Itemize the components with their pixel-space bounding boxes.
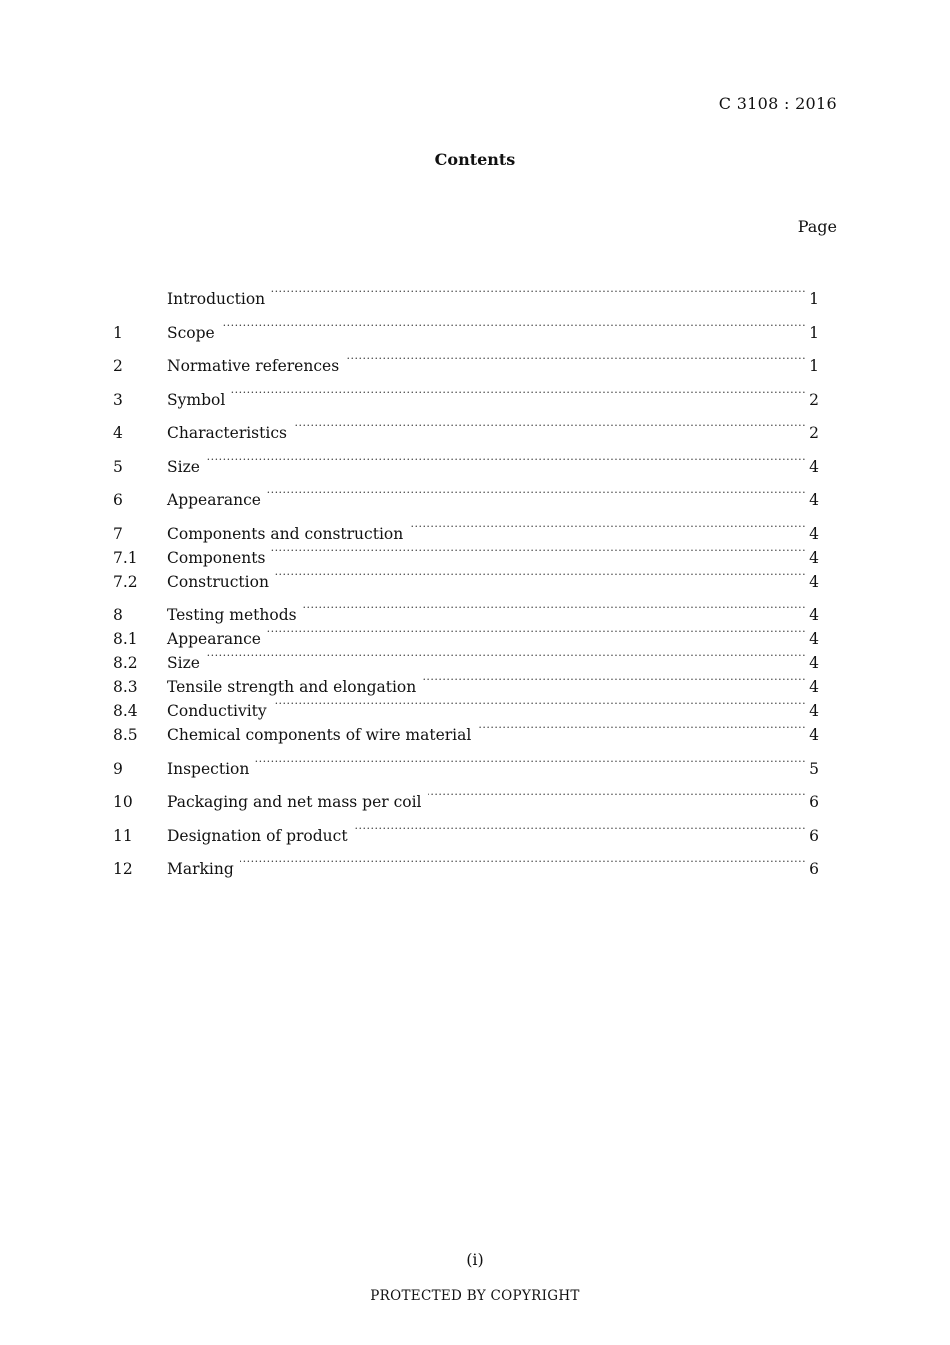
toc-dot-leader <box>231 381 806 405</box>
toc-dot-leader <box>345 347 806 371</box>
toc-entry-page: 1 <box>809 323 819 342</box>
toc-entry[interactable] <box>113 515 819 543</box>
toc-entry-number: 10 <box>113 793 133 811</box>
toc-entry-page: 4 <box>809 630 819 648</box>
toc-entry-title: Construction <box>167 572 269 591</box>
toc-entry-page: 4 <box>809 702 819 720</box>
toc-entry-number: 2 <box>113 357 123 375</box>
toc-dot-leader <box>477 716 806 740</box>
toc-entry[interactable] <box>113 644 819 672</box>
toc-entry-page: 5 <box>809 759 819 778</box>
toc-entry-page: 4 <box>809 572 819 591</box>
toc-entry[interactable] <box>113 850 819 878</box>
toc-entry-number: 11 <box>113 826 133 845</box>
toc-entry-page: 1 <box>809 290 819 308</box>
toc-entry-number: 4 <box>113 424 123 442</box>
page-column-label: Page <box>797 217 837 236</box>
toc-entry-page: 2 <box>809 424 819 442</box>
toc-entry-number: 8.2 <box>113 654 138 672</box>
toc-entry-title: Conductivity <box>167 702 267 720</box>
toc-entry-page: 4 <box>809 654 819 672</box>
toc-entry-number: 3 <box>113 390 123 409</box>
toc-entry[interactable] <box>113 414 819 442</box>
toc-entry[interactable] <box>113 280 819 308</box>
toc-entry-title: Normative references <box>167 357 340 375</box>
toc-entry-number: 6 <box>113 491 123 509</box>
toc-entry-number: 1 <box>113 323 123 342</box>
toc-dot-leader <box>240 850 806 874</box>
toc-entry-title: Components <box>167 548 266 567</box>
toc-entry-title: Appearance <box>167 630 261 648</box>
toc-entry-number: 7 <box>113 524 123 543</box>
toc-dot-leader <box>206 644 806 668</box>
toc-dot-leader <box>206 448 806 472</box>
document-code: C 3108 : 2016 <box>718 94 837 113</box>
toc-entry[interactable] <box>113 668 819 696</box>
toc-dot-leader <box>271 539 806 563</box>
toc-entry-title: Chemical components of wire material <box>167 726 472 744</box>
toc-entry-number: 12 <box>113 860 133 878</box>
toc-dot-leader <box>255 750 806 774</box>
toc-entry-title: Size <box>167 457 200 476</box>
toc-dot-leader <box>273 692 806 716</box>
toc-entry-title: Marking <box>167 860 234 878</box>
contents-title: Contents <box>434 150 516 169</box>
toc-entry-title: Symbol <box>167 390 226 409</box>
toc-entry-number: 8 <box>113 606 123 624</box>
toc-entry-number: 8.1 <box>113 630 138 648</box>
toc-dot-leader <box>354 817 807 841</box>
toc-entry-number: 8.5 <box>113 726 138 744</box>
toc-dot-leader <box>221 314 806 338</box>
toc-entry-page: 6 <box>809 826 819 845</box>
toc-entry-page: 6 <box>809 860 819 878</box>
toc-entry-number: 9 <box>113 759 123 778</box>
toc-dot-leader <box>267 620 806 644</box>
toc-entry[interactable] <box>113 596 819 624</box>
toc-entry-page: 4 <box>809 606 819 624</box>
toc-entry-number: 8.3 <box>113 678 138 696</box>
toc-entry-title: Scope <box>167 323 215 342</box>
toc-entry-number: 8.4 <box>113 702 138 720</box>
page-number: (i) <box>466 1250 484 1269</box>
toc-entry-page: 4 <box>809 726 819 744</box>
toc-entry-title: Designation of product <box>167 826 348 845</box>
toc-entry[interactable] <box>113 314 819 342</box>
toc-entry-page: 1 <box>809 357 819 375</box>
toc-entry-page: 4 <box>809 524 819 543</box>
toc-entry[interactable] <box>113 347 819 375</box>
toc-dot-leader <box>422 668 806 692</box>
toc-dot-leader <box>267 481 806 505</box>
toc-dot-leader <box>303 596 807 620</box>
toc-entry-page: 2 <box>809 390 819 409</box>
toc-entry-title: Appearance <box>167 491 261 509</box>
table-of-contents <box>113 280 819 878</box>
toc-entry-title: Testing methods <box>167 606 297 624</box>
toc-entry-page: 4 <box>809 678 819 696</box>
toc-dot-leader <box>275 563 806 587</box>
toc-entry[interactable] <box>113 783 819 811</box>
toc-dot-leader <box>293 414 806 438</box>
toc-entry[interactable] <box>113 381 819 409</box>
toc-dot-leader <box>271 280 806 304</box>
toc-entry-title: Introduction <box>167 290 266 308</box>
toc-entry-number: 5 <box>113 457 123 476</box>
toc-entry[interactable] <box>113 750 819 778</box>
toc-entry[interactable] <box>113 481 819 509</box>
toc-entry-title: Size <box>167 654 200 672</box>
toc-entry-page: 4 <box>809 491 819 509</box>
toc-entry[interactable] <box>113 448 819 476</box>
toc-entry-title: Characteristics <box>167 424 287 442</box>
toc-entry-page: 4 <box>809 548 819 567</box>
toc-dot-leader <box>428 783 807 807</box>
copyright-notice: PROTECTED BY COPYRIGHT <box>370 1288 580 1304</box>
toc-entry-page: 4 <box>809 457 819 476</box>
toc-entry-title: Components and construction <box>167 524 404 543</box>
toc-entry[interactable] <box>113 817 819 845</box>
toc-entry-number: 7.2 <box>113 572 138 591</box>
toc-entry-number: 7.1 <box>113 548 138 567</box>
toc-entry-page: 6 <box>809 793 819 811</box>
toc-entry-title: Tensile strength and elongation <box>167 678 417 696</box>
toc-entry-title: Inspection <box>167 759 250 778</box>
toc-dot-leader <box>409 515 806 539</box>
toc-entry-title: Packaging and net mass per coil <box>167 793 422 811</box>
